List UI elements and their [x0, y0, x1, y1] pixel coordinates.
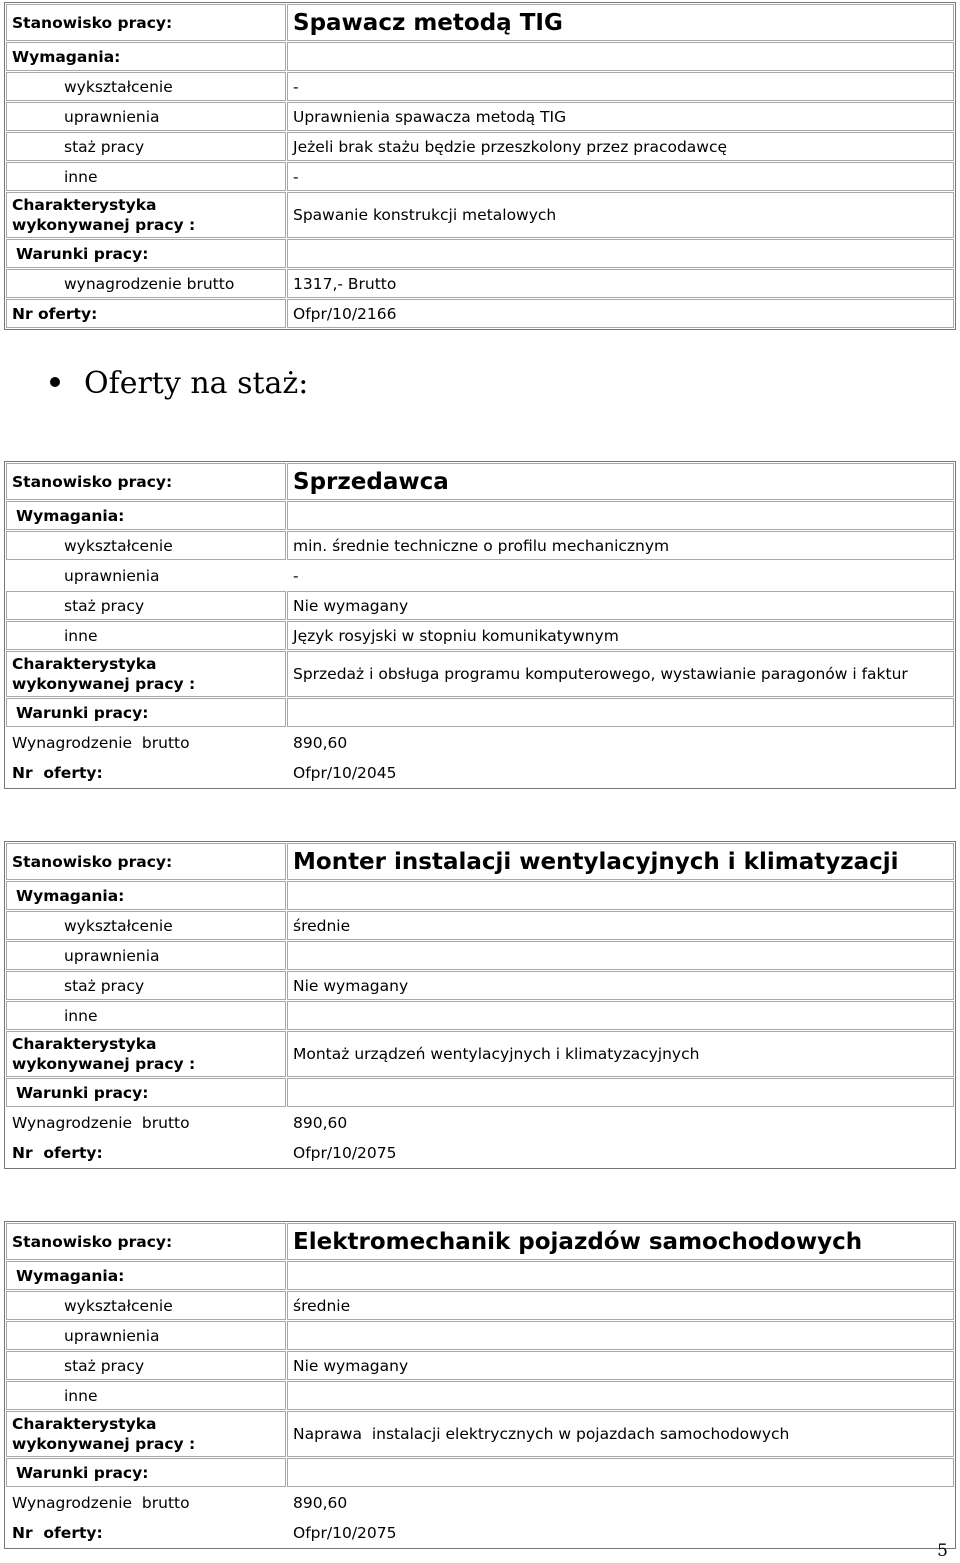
education-value: średnie	[287, 1291, 954, 1320]
experience-value: Nie wymagany	[287, 591, 954, 620]
other-label: inne	[6, 1001, 286, 1030]
job-description-label: Charakterystyka wykonywanej pracy :	[6, 192, 286, 238]
education-label: wykształcenie	[6, 531, 286, 560]
position-title: Sprzedawca	[287, 463, 954, 500]
job-offer-table	[4, 841, 956, 1169]
experience-value: Nie wymagany	[287, 1351, 954, 1380]
education-label: wykształcenie	[6, 72, 286, 101]
position-label: Stanowisko pracy:	[6, 463, 286, 500]
requirements-label: Wymagania:	[6, 42, 286, 71]
offer-number-label: Nr oferty:	[12, 763, 103, 782]
salary-value: 890,60	[293, 1493, 348, 1512]
salary-label: Wynagrodzenie brutto	[12, 733, 190, 752]
job-offer-table	[4, 1221, 956, 1549]
qualifications-value: -	[293, 566, 299, 585]
qualifications-label: uprawnienia	[6, 941, 286, 970]
experience-value: Jeżeli brak stażu będzie przeszkolony przez pracodawcę	[287, 132, 954, 161]
experience-label: staż pracy	[6, 971, 286, 1000]
education-value: średnie	[287, 911, 954, 940]
education-label: wykształcenie	[6, 1291, 286, 1320]
position-title: Elektromechanik pojazdów samochodowych	[287, 1223, 954, 1260]
job-description-value: Naprawa instalacji elektrycznych w pojazdach samochodowych	[287, 1411, 954, 1457]
job-description-value: Sprzedaż i obsługa programu komputerowego, wystawianie paragonów i faktur	[287, 651, 954, 697]
position-label: Stanowisko pracy:	[6, 4, 286, 41]
position-label: Stanowisko pracy:	[6, 843, 286, 880]
qualifications-value	[287, 941, 954, 970]
salary-label: Wynagrodzenie brutto	[12, 1113, 190, 1132]
qualifications-label: uprawnienia	[64, 566, 160, 585]
job-description-label: Charakterystyka wykonywanej pracy :	[6, 1031, 286, 1077]
experience-value: Nie wymagany	[287, 971, 954, 1000]
position-title: Spawacz metodą TIG	[287, 4, 954, 41]
experience-label: staż pracy	[6, 591, 286, 620]
job-description-label: Charakterystyka wykonywanej pracy :	[6, 1411, 286, 1457]
other-label: inne	[6, 621, 286, 650]
other-label: inne	[6, 162, 286, 191]
position-title: Monter instalacji wentylacyjnych i klimatyzacji	[287, 843, 954, 880]
position-label: Stanowisko pracy:	[6, 1223, 286, 1260]
experience-label: staż pracy	[6, 1351, 286, 1380]
salary-label: Wynagrodzenie brutto	[12, 1493, 190, 1512]
job-offer-table	[4, 2, 956, 330]
offer-number-label: Nr oferty:	[12, 1143, 103, 1162]
other-value	[287, 1001, 954, 1030]
work-conditions-value	[287, 1078, 954, 1107]
job-offer-table	[4, 461, 956, 789]
education-label: wykształcenie	[6, 911, 286, 940]
work-conditions-label: Warunki pracy:	[6, 698, 286, 727]
offer-number-label: Nr oferty:	[6, 299, 286, 328]
requirements-label: Wymagania:	[6, 881, 286, 910]
bullet-icon	[50, 377, 60, 387]
experience-label: staż pracy	[6, 132, 286, 161]
other-label: inne	[6, 1381, 286, 1410]
education-value: -	[287, 72, 954, 101]
qualifications-value: Uprawnienia spawacza metodą TIG	[287, 102, 954, 131]
work-conditions-value	[287, 1458, 954, 1487]
requirements-label: Wymagania:	[6, 501, 286, 530]
salary-value: 890,60	[293, 733, 348, 752]
offer-number-value: Ofpr/10/2075	[293, 1143, 397, 1162]
salary-value: 1317,- Brutto	[287, 269, 954, 298]
offer-number-value: Ofpr/10/2166	[287, 299, 954, 328]
other-value	[287, 1381, 954, 1410]
salary-value: 890,60	[293, 1113, 348, 1132]
salary-label: wynagrodzenie brutto	[6, 269, 286, 298]
work-conditions-label: Warunki pracy:	[6, 239, 286, 268]
qualifications-label: uprawnienia	[6, 102, 286, 131]
work-conditions-value	[287, 698, 954, 727]
qualifications-label: uprawnienia	[6, 1321, 286, 1350]
offer-number-value: Ofpr/10/2075	[293, 1523, 397, 1542]
other-value: Język rosyjski w stopniu komunikatywnym	[287, 621, 954, 650]
work-conditions-label: Warunki pracy:	[6, 1078, 286, 1107]
work-conditions-label: Warunki pracy:	[6, 1458, 286, 1487]
job-description-value: Montaż urządzeń wentylacyjnych i klimatyzacyjnych	[287, 1031, 954, 1077]
education-value: min. średnie techniczne o profilu mechanicznym	[287, 531, 954, 560]
job-description-value: Spawanie konstrukcji metalowych	[287, 192, 954, 238]
qualifications-value	[287, 1321, 954, 1350]
requirements-label: Wymagania:	[6, 1261, 286, 1290]
offer-number-value: Ofpr/10/2045	[293, 763, 397, 782]
work-conditions-value	[287, 239, 954, 268]
offer-number-label: Nr oferty:	[12, 1523, 103, 1542]
section-heading: Oferty na staż:	[50, 360, 308, 408]
job-description-label: Charakterystyka wykonywanej pracy :	[6, 651, 286, 697]
page-number: 5	[937, 1541, 948, 1561]
other-value: -	[287, 162, 954, 191]
